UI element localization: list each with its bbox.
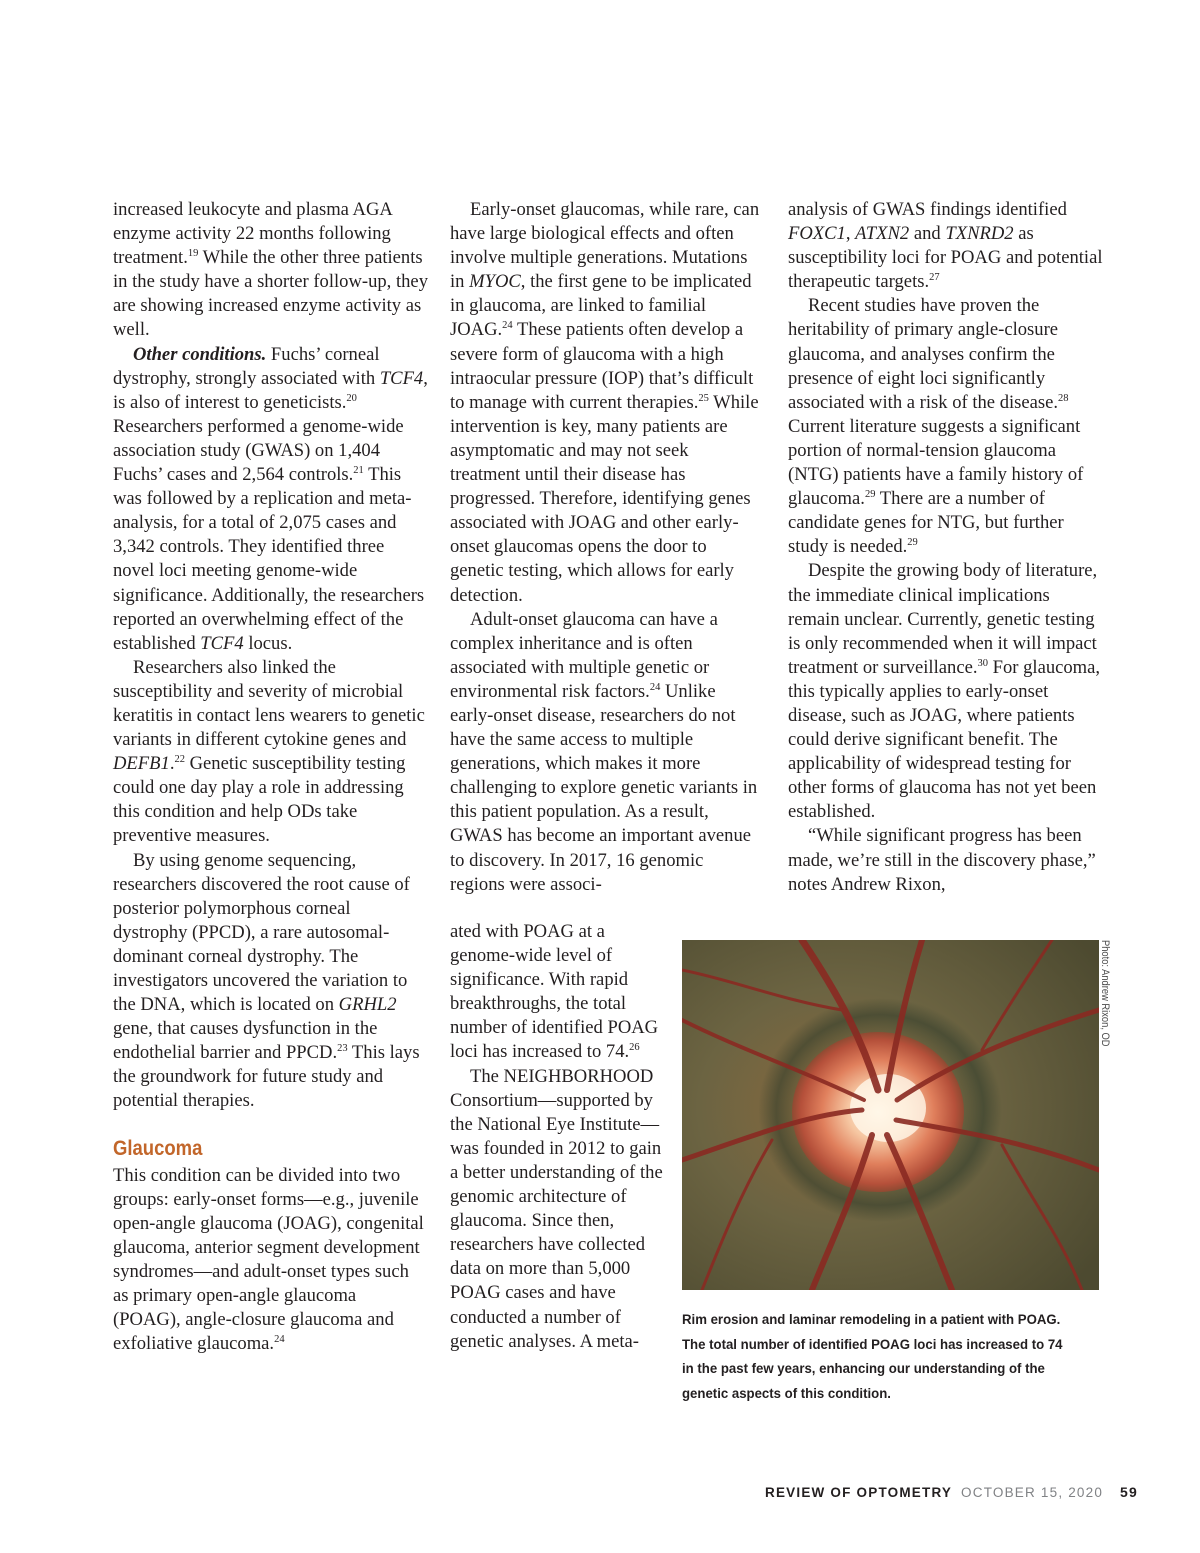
paragraph: analysis of GWAS findings identified FOXC1, ATXN2 and TXNRD2 as susceptibility loci for POAG and potential therapeutic targets.$^{27}$ [788,199,1103,293]
figure-caption: Rim erosion and laminar remodeling in a patient with POAG. The total number of identified POAG loci has increased to 74 in the past few years, enhancing our understanding of the genetic aspects of this condition. [682,1312,1063,1402]
paragraph: Other conditions. Fuchs’ corneal dystrophy, strongly associated with TCF4, is also of interest to geneticists.$^{20}$ Researchers performed a genome-wide association study (GWAS) on 1,404 Fuchs’ cases and 2,564 controls.$^{21}$ This was followed by a replication and meta-analysis, for a total of 2,075 cases and 3,342 controls. They identified three novel loci meeting genome-wide significance. Additionally, the researchers reported an overwhelming effect of the established TCF4 locus. [113,343,428,654]
section-heading: Glaucoma [113,1136,203,1160]
paragraph: Despite the growing body of literature, the immediate clinical implications remain unclear. Currently, genetic testing is only recommended when it will impact treatment or surveillance.$^{30}$ For glaucoma, this typically applies to early-onset disease, such as JOAG, where patients could derive significant benefit. The applicability of widespread testing for other forms of glaucoma has not yet been established. [788,560,1101,823]
paragraph: Early-onset glaucomas, while rare, can have large biological effects and often involve multiple generations. Mutations in MYOC, the first gene to be implicated in glaucoma, are linked to familial JOAG.$^{24}$ These patients often develop a severe form of glaucoma with a high intraocular pressure (IOP) that’s difficult to manage with current therapies.$^{25}$ While intervention is key, many patients are asymptomatic and may not seek treatment until their disease has progressed. Therefore, identifying genes associated with JOAG and other early-onset glaucomas opens the door to genetic testing, which allows for early detection. [450,199,760,606]
issue-date: OCTOBER 15, 2020 [961,1485,1104,1500]
optic-disc-photo [682,940,1099,1290]
paragraph: Researchers also linked the susceptibility and severity of microbial keratitis in contact lens wearers to genetic variants in different cytokine genes and DEFB1.22 Genetic susceptibility testing could one day play a role in addressing this condition and help ODs take preventive measures. [113,656,425,847]
article-column-3 [788,198,1103,897]
publication-name: REVIEW OF OPTOMETRY [765,1485,953,1500]
article-column-1 [113,198,428,1356]
paragraph: The NEIGHBORHOOD Consortium—supported by the National Eye Institute—was founded in 2012 to gain a better understanding of the genomic architecture of glaucoma. Since then, researchers have collected data on more than 5,000 POAG cases and have conducted a number of genetic analyses. A meta- [450,1065,663,1352]
article-column-2-narrow [450,920,668,1354]
photo-credit: Photo: Andrew Rixon, OD [1099,940,1111,1047]
paragraph: increased leukocyte and plasma AGA enzyme activity 22 months following treatment.$^{19}$ While the other three patients in the study have a shorter follow-up, they are showing increased enzyme activity as well. [113,199,428,341]
paragraph: Recent studies have proven the heritability of primary angle-closure glaucoma, and analyses confirm the presence of eight loci significantly associated with a risk of the disease.$^{28}$ Current literature suggests a significant portion of normal-tension glaucoma (NTG) patients have a family history of glaucoma.$^{29}$ There are a number of candidate genes for NTG, but further study is needed.$^{29}$ [788,295,1084,558]
fundus-illustration [682,940,1099,1290]
page-footer [765,1484,1138,1500]
paragraph: ated with POAG at a genome-wide level of significance. With rapid breakthroughs, the total number of identified POAG loci has increased to 74.26 [450,921,659,1063]
paragraph: This condition can be divided into two groups: early-onset forms—e.g., juvenile open-angle glaucoma (JOAG), congenital glaucoma, anterior segment development syndromes—and adult-onset types such as primary open-angle glaucoma (POAG), angle-closure glaucoma and exfoliative glaucoma.$^{24}$ [113,1164,424,1355]
paragraph: By using genome sequencing, researchers discovered the root cause of posterior polymorphous corneal dystrophy (PPCD), a rare autosomal-dominant corneal dystrophy. The investigators uncovered the variation to the DNA, which is located on GRHL2 gene, that causes dysfunction in the endothelial barrier and PPCD.$^{23}$ This lays the groundwork for future study and potential therapies. [113,849,420,1112]
paragraph: “While significant progress has been made, we’re still in the discovery phase,” notes Andrew Rixon, [788,825,1096,895]
article-column-2 [450,198,762,897]
run-in-heading: Other conditions. [133,343,267,365]
paragraph: Adult-onset glaucoma can have a complex inheritance and is often associated with multiple genetic or environmental risk factors.$^{24}$ Unlike early-onset disease, researchers do not have the same access to multiple generations, which makes it more challenging to explore genetic variants in this patient population. As a result, GWAS has become an important avenue to discovery. In 2017, 16 genomic regions were associ- [450,608,758,895]
page-number: 59 [1120,1484,1138,1500]
